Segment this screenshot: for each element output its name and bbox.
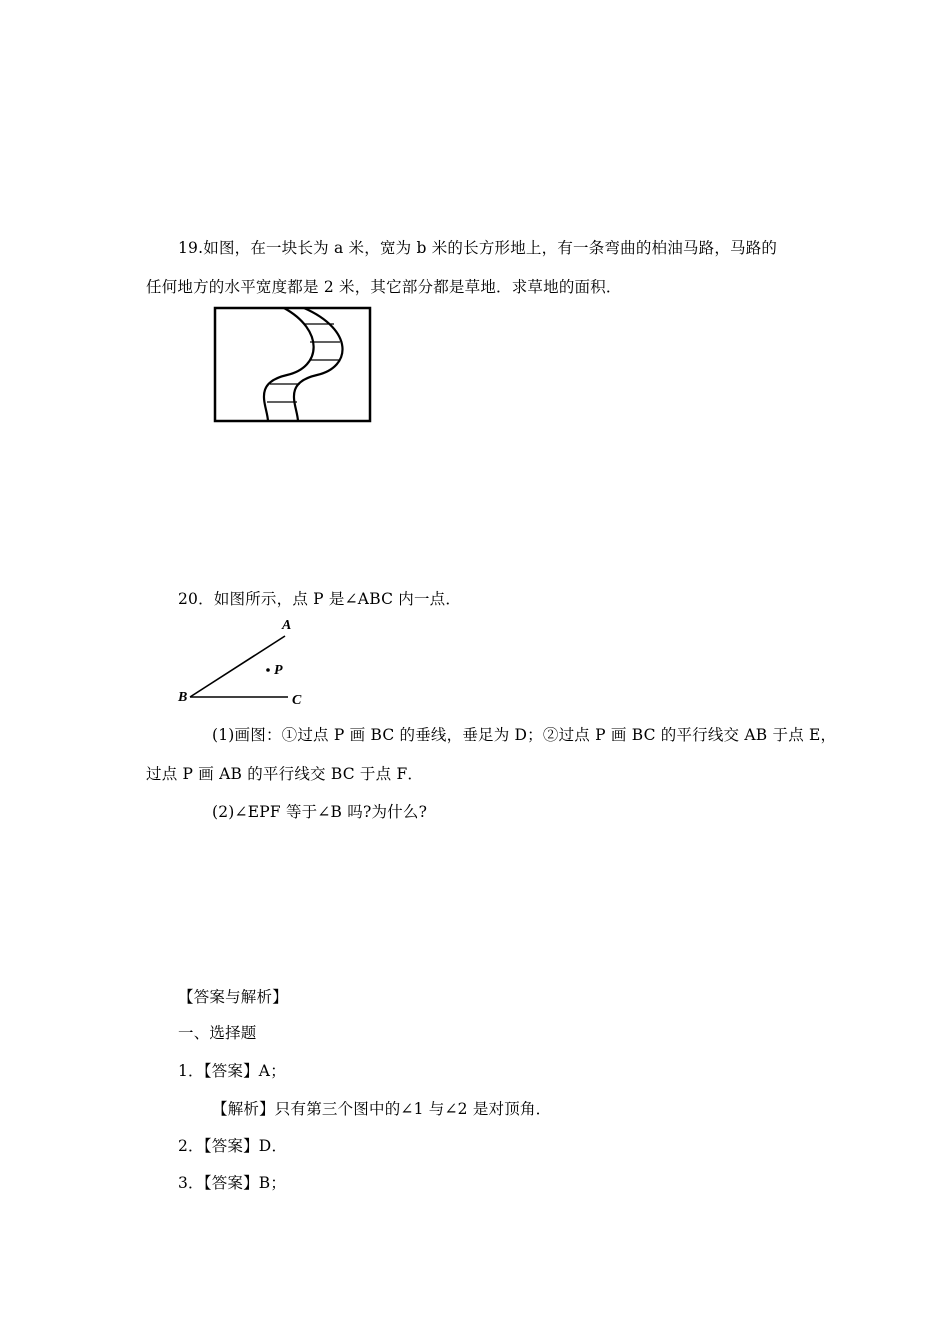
label-C: C [292,693,302,708]
q20-part1-line-2: 过点 P 画 AB 的平行线交 BC 于点 F． [146,765,424,783]
q19-text-line-1: 19.如图，在一块长为 a 米，宽为 b 米的长方形地上，有一条弯曲的柏油马路，马路的 [178,239,778,257]
label-B: B [178,690,188,705]
answer-1: 1．【答案】A； [178,1062,286,1080]
answers-section-title: 一、选择题 [178,1024,257,1042]
q20-angle-figure [172,612,322,708]
label-P: P [274,663,283,678]
answer-2: 2．【答案】D． [178,1137,288,1155]
road-left-edge [264,308,314,421]
field-rectangle [215,308,370,421]
answer-3: 3．【答案】B； [178,1174,287,1192]
answers-heading: 【答案与解析】 [178,988,288,1006]
answer-1-explanation: 【解析】只有第三个图中的∠1 与∠2 是对顶角． [212,1100,552,1118]
q20-part1-line-1: (1)画图：①过点 P 画 BC 的垂线，垂足为 D；②过点 P 画 BC 的平行线交 AB 于点 E， [212,726,837,744]
ray-BA [190,636,285,697]
q19-road-figure [212,305,374,425]
q19-text-line-2: 任何地方的水平宽度都是 2 米，其它部分都是草地．求草地的面积． [146,278,622,296]
point-P-dot [266,668,270,672]
q20-part2: (2)∠EPF 等于∠B 吗?为什么? [212,803,428,821]
road-right-edge [294,308,343,421]
label-A: A [282,618,292,633]
q20-stem: 20．如图所示，点 P 是∠ABC 内一点． [178,590,462,608]
